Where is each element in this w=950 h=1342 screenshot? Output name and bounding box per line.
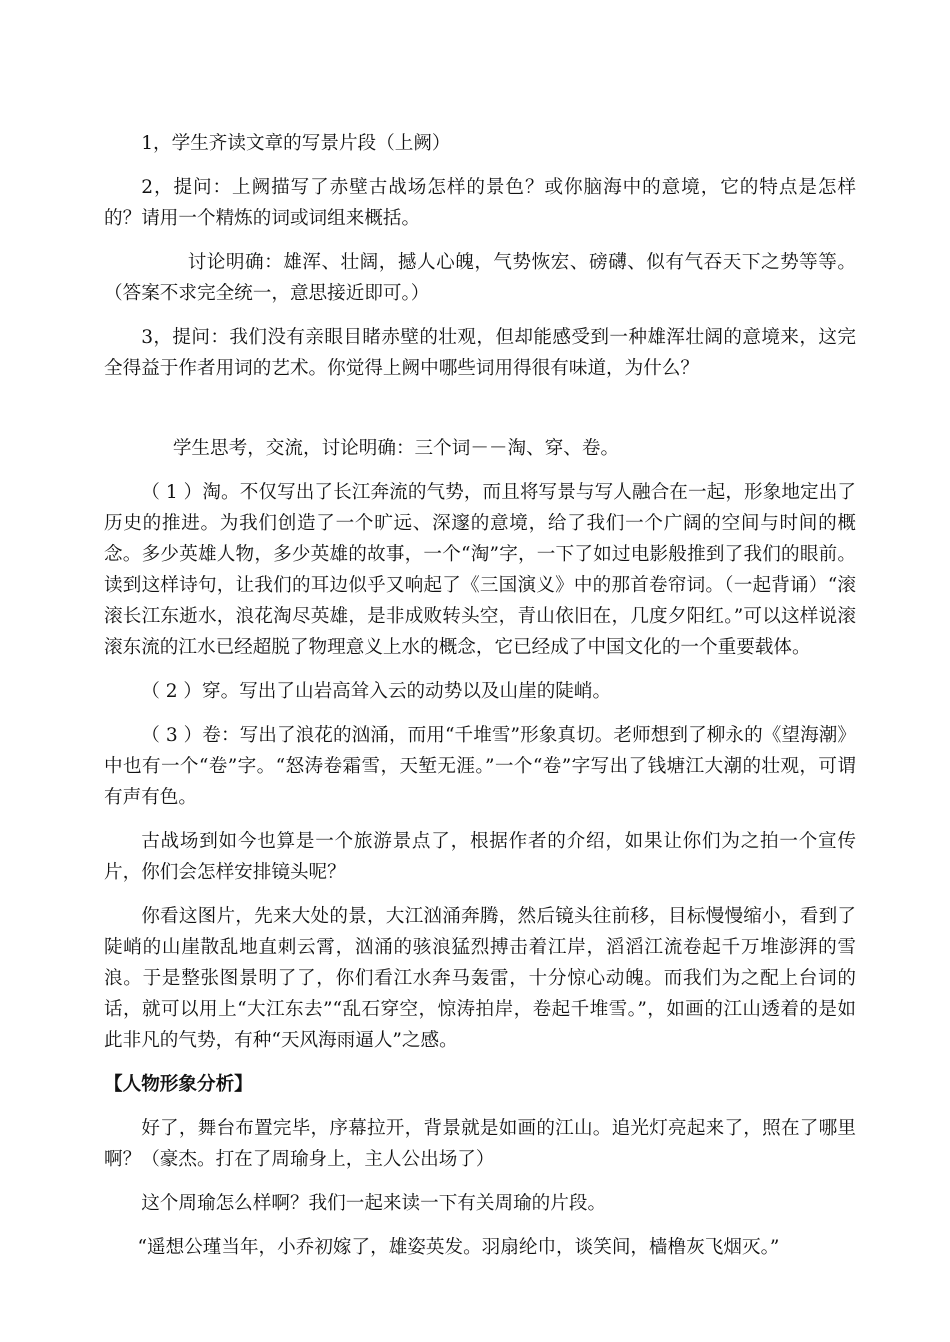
section-heading: 【人物形象分析】 [104, 1074, 253, 1095]
paragraph-9: 古战场到如今也算是一个旅游景点了，根据作者的介绍，如果让你们为之拍一个宣传片，你们会怎样安排镜头呢？ [104, 831, 856, 883]
quote-paragraph: “遥想公瑾当年，小乔初嫁了，雄姿英发。羽扇纶巾，谈笑间，樯橹灰飞烟灭。” [137, 1237, 780, 1258]
paragraph-11: 好了，舞台布置完毕，序幕拉开，背景就是如画的江山。追光灯亮起来了，照在了哪里啊？（豪杰。打在了周瑜身上，主人公出场了） [104, 1118, 856, 1170]
document-body [104, 128, 856, 1276]
paragraph-5: 学生思考，交流，讨论明确：三个词－－淘、穿、卷。 [172, 438, 620, 459]
paragraph-8: （ 3 ）卷：写出了浪花的汹涌，而用“千堆雪”形象真切。老师想到了柳永的《望海潮》中也有一个“卷”字。“怒涛卷霜雪，天堑无涯。”一个“卷”字写出了钱塘江大潮的壮观，可谓有声有色。 [104, 725, 856, 808]
paragraph-1: 1，学生齐读文章的写景片段（上阙） [141, 133, 451, 154]
paragraph-12: 这个周瑜怎么样啊？我们一起来读一下有关周瑜的片段。 [141, 1193, 607, 1214]
paragraph-6: （ 1 ）淘。不仅写出了长江奔流的气势，而且将写景与写人融合在一起，形象地定出了历史的推进。为我们创造了一个旷远、深邃的意境，给了我们一个广阔的空间与时间的概念。多少英雄人物，多少英雄的故事，一个“淘”字，一下了如过电影般推到了我们的眼前。读到这样诗句，让我们的耳边似乎又响起了《三国演义》中的那首卷帘词。（一起背诵）“滚滚长江东逝水，浪花淘尽英雄，是非成败转头空，青山依旧在，几度夕阳红。”可以这样说滚滚东流的江水已经超脱了物理意义上水的概念，它已经成了中国文化的一个重要载体。 [104, 482, 856, 658]
paragraph-7: （ 2 ）穿。写出了山岩高耸入云的动势以及山崖的陡峭。 [141, 681, 612, 702]
paragraph-10: 你看这图片，先来大处的景，大江汹涌奔腾，然后镜头往前移，目标慢慢缩小，看到了陡峭的山崖散乱地直刺云霄，汹涌的骇浪猛烈搏击着江岸，滔滔江流卷起千万堆澎湃的雪浪。于是整张图景明了了，你们看江水奔马轰雷，十分惊心动魄。而我们为之配上台词的话，就可以用上“大江东去”“乱石穿空，惊涛拍岸，卷起千堆雪。”，如画的江山透着的是如此非凡的气势，有种“天风海雨逼人”之感。 [104, 906, 856, 1051]
blank-line [104, 397, 856, 433]
paragraph-3: 讨论明确：雄浑、壮阔，撼人心魄，气势恢宏、磅礴、似有气吞天下之势等等。（答案不求完全统一，意思接近即可。） [104, 252, 856, 304]
paragraph-2: 2，提问：上阙描写了赤壁古战场怎样的景色？或你脑海中的意境，它的特点是怎样的？请用一个精炼的词或词组来概括。 [104, 177, 856, 229]
paragraph-4: 3，提问：我们没有亲眼目睹赤壁的壮观，但却能感受到一种雄浑壮阔的意境来，这完全得益于作者用词的艺术。你觉得上阙中哪些词用得很有味道，为什么？ [104, 327, 856, 379]
